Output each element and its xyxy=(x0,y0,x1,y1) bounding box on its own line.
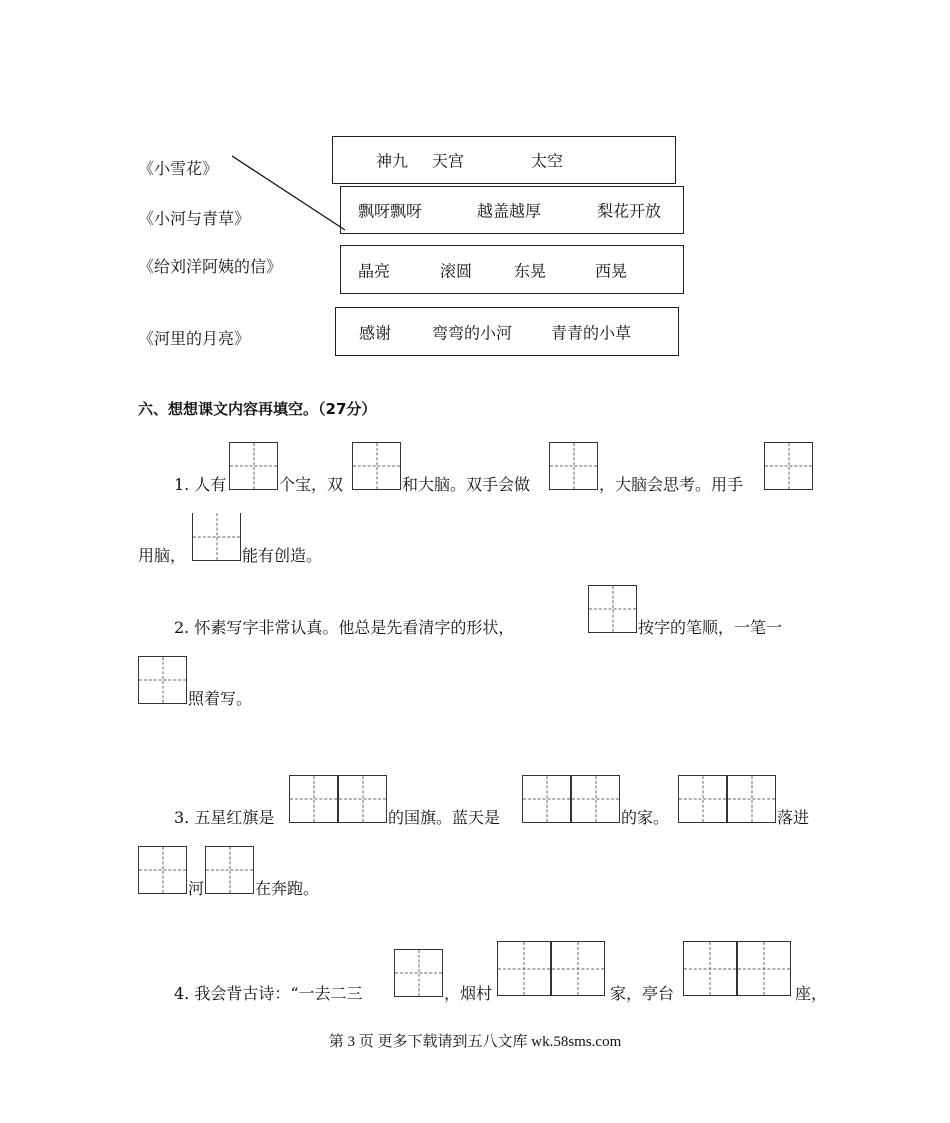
writing-cell[interactable] xyxy=(571,775,620,823)
q1-text: 用脑， xyxy=(138,546,187,565)
book-title-3: 《给刘洋阿姨的信》 xyxy=(138,257,283,276)
q4-text: 4. 我会背古诗：“一去二三 xyxy=(174,984,363,1003)
q1-text: 个宝，双 xyxy=(279,475,344,494)
q1-text: 1. 人有 xyxy=(174,475,227,494)
q4-text: 座， xyxy=(795,984,828,1003)
word-box-2-item: 梨花开放 xyxy=(597,201,662,221)
word-box-4-item: 弯弯的小河 xyxy=(432,323,513,342)
writing-cell[interactable] xyxy=(727,775,776,823)
q1-text: 能有创造。 xyxy=(242,546,323,565)
writing-cell[interactable] xyxy=(678,775,727,823)
writing-cell[interactable] xyxy=(205,846,254,894)
word-box-1-item: 天宫 xyxy=(432,151,465,171)
section-6-heading: 六、想想课文内容再填空。（27分） xyxy=(138,400,377,418)
writing-cell[interactable] xyxy=(764,442,813,490)
writing-cell[interactable] xyxy=(394,949,443,997)
writing-cell[interactable] xyxy=(549,442,598,490)
word-box-2-item: 越盖越厚 xyxy=(477,201,542,221)
q2-text: 按字的笔顺，一笔一 xyxy=(638,618,783,637)
writing-cell[interactable] xyxy=(289,775,338,823)
q3-text: 的家。 xyxy=(621,808,670,827)
word-box-4-item: 感谢 xyxy=(359,323,392,342)
writing-cell[interactable] xyxy=(192,513,241,561)
word-box-1-item: 神九 xyxy=(376,151,409,171)
q2-text: 2. 怀素写字非常认真。他总是先看清字的形状， xyxy=(174,618,515,637)
writing-cell[interactable] xyxy=(338,775,387,823)
writing-cell[interactable] xyxy=(138,656,187,704)
q4-text: ，烟村 xyxy=(444,984,493,1003)
page-footer: 第 3 页 更多下载请到五八文库 wk.58sms.com xyxy=(328,1034,622,1050)
writing-cell[interactable] xyxy=(737,941,791,996)
word-box-4-item: 青青的小草 xyxy=(551,323,632,342)
q3-text: 落进 xyxy=(777,808,810,827)
writing-cell[interactable] xyxy=(551,941,605,996)
word-box-3 xyxy=(340,245,684,294)
writing-cell[interactable] xyxy=(522,775,571,823)
writing-cell[interactable] xyxy=(352,442,401,490)
q2-text: 照着写。 xyxy=(188,689,253,708)
word-box-1 xyxy=(332,136,676,184)
word-box-4 xyxy=(335,307,679,356)
word-box-3-item: 晶亮 xyxy=(358,261,391,280)
writing-cell[interactable] xyxy=(683,941,737,996)
q1-text: ，大脑会思考。用手 xyxy=(599,475,744,494)
writing-cell[interactable] xyxy=(138,846,187,894)
writing-cell[interactable] xyxy=(229,442,278,490)
word-box-3-item: 西晃 xyxy=(595,261,628,280)
book-title-1: 《小雪花》 xyxy=(138,159,219,178)
q3-text: 的国旗。蓝天是 xyxy=(388,808,501,827)
writing-cell[interactable] xyxy=(497,941,551,996)
q1-text: 和大脑。双手会做 xyxy=(402,475,531,494)
word-box-1-item: 太空 xyxy=(531,151,564,171)
word-box-3-item: 滚圆 xyxy=(440,261,473,280)
q4-text: 家，亭台 xyxy=(610,984,675,1003)
q3-text: 在奔跑。 xyxy=(255,879,320,898)
book-title-2: 《小河与青草》 xyxy=(138,209,251,228)
word-box-3-item: 东晃 xyxy=(514,261,547,280)
q3-text: 河 xyxy=(188,879,205,898)
book-title-4: 《河里的月亮》 xyxy=(138,329,251,348)
word-box-2-item: 飘呀飘呀 xyxy=(358,201,423,221)
q3-text: 3. 五星红旗是 xyxy=(174,808,275,827)
writing-cell[interactable] xyxy=(588,585,637,633)
word-box-2 xyxy=(340,186,684,234)
